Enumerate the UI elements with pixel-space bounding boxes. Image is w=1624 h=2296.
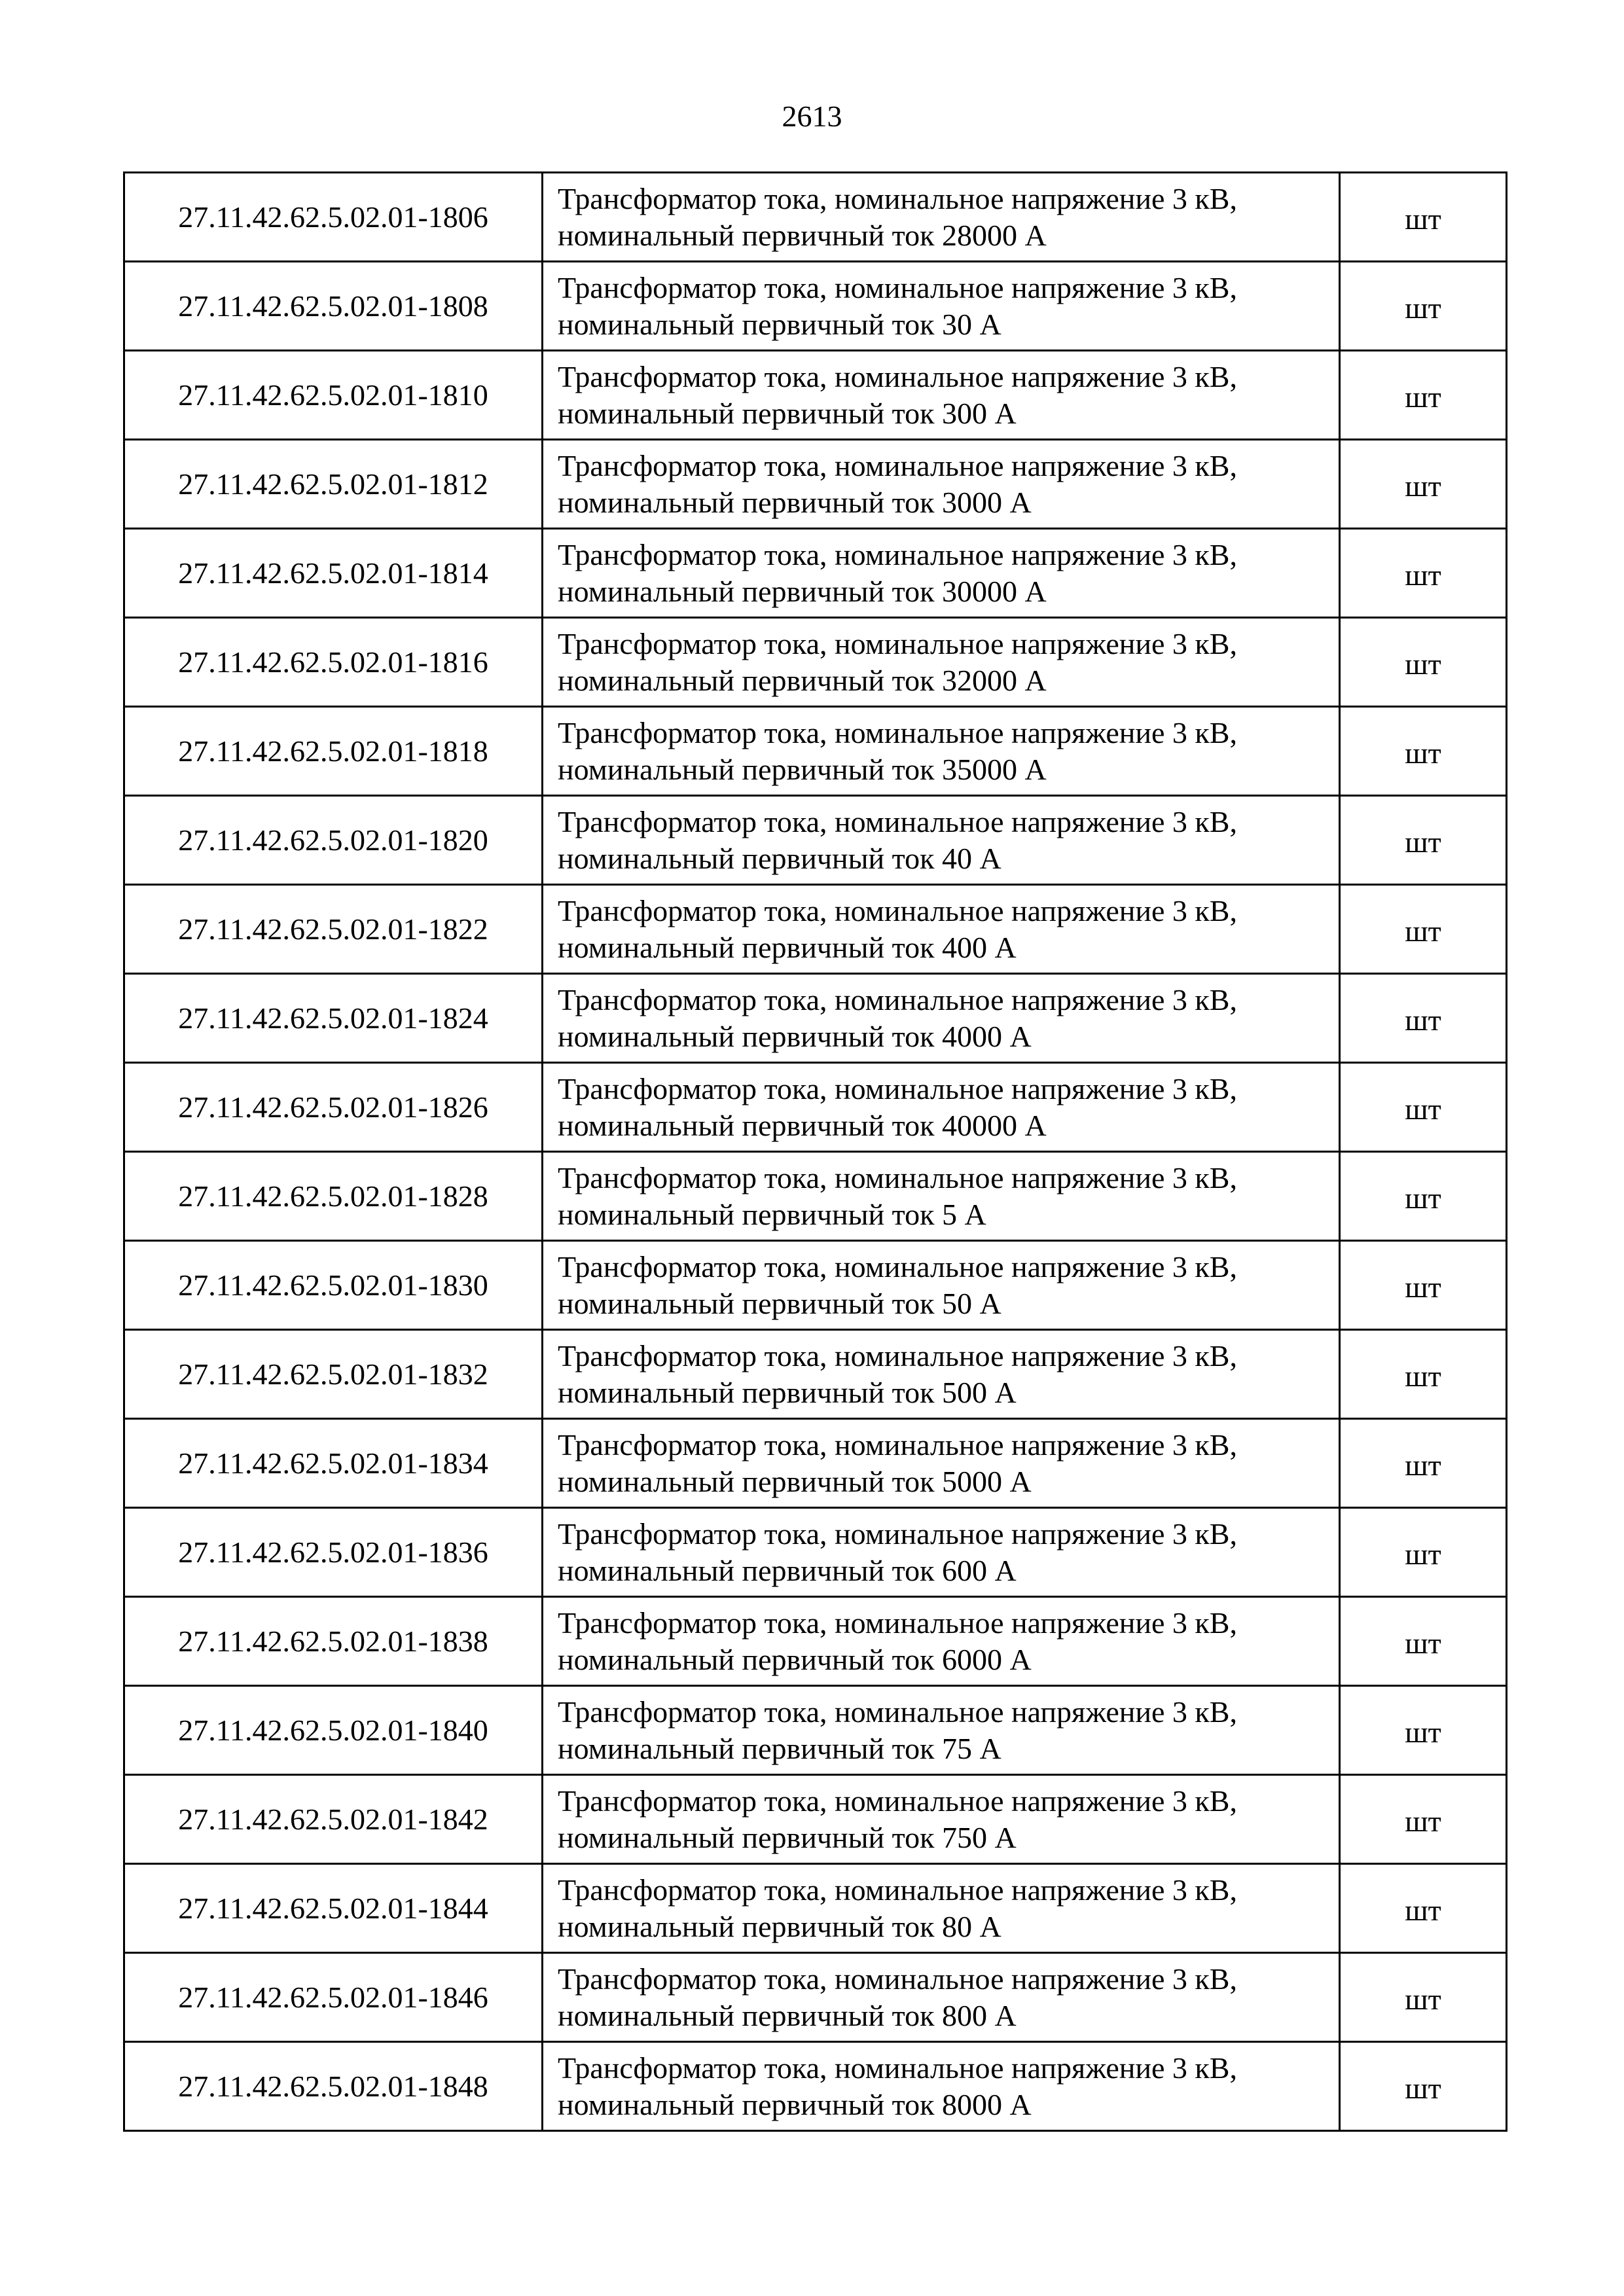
table-row — [124, 440, 1507, 529]
item-description — [543, 1152, 1340, 1241]
item-unit: шт — [1340, 885, 1507, 974]
item-description — [543, 1330, 1340, 1419]
item-code: 27.11.42.62.5.02.01-1842 — [124, 1775, 543, 1864]
items-table — [123, 171, 1507, 2132]
description-line: Трансформатор тока, номинальное напряжение 3 кВ, — [558, 893, 1237, 927]
description-line: номинальный первичный ток 5000 А — [558, 1464, 1032, 1498]
description-line: Трансформатор тока, номинальное напряжение 3 кВ, — [558, 1873, 1237, 1907]
item-description — [543, 262, 1340, 351]
table-row — [124, 1686, 1507, 1775]
item-unit: шт — [1340, 974, 1507, 1063]
item-code: 27.11.42.62.5.02.01-1838 — [124, 1597, 543, 1686]
table-row — [124, 1775, 1507, 1864]
item-description — [543, 173, 1340, 262]
item-code: 27.11.42.62.5.02.01-1828 — [124, 1152, 543, 1241]
item-code: 27.11.42.62.5.02.01-1812 — [124, 440, 543, 529]
description-line: номинальный первичный ток 30 А — [558, 307, 1001, 341]
description-line: номинальный первичный ток 5 А — [558, 1197, 986, 1231]
item-code: 27.11.42.62.5.02.01-1822 — [124, 885, 543, 974]
item-code: 27.11.42.62.5.02.01-1846 — [124, 1953, 543, 2042]
item-code: 27.11.42.62.5.02.01-1818 — [124, 707, 543, 796]
item-code: 27.11.42.62.5.02.01-1826 — [124, 1063, 543, 1152]
table-row — [124, 885, 1507, 974]
item-unit: шт — [1340, 1241, 1507, 1330]
description-line: Трансформатор тока, номинальное напряжение 3 кВ, — [558, 1605, 1237, 1640]
item-description — [543, 440, 1340, 529]
item-unit: шт — [1340, 1686, 1507, 1775]
item-unit: шт — [1340, 1597, 1507, 1686]
description-line: Трансформатор тока, номинальное напряжение 3 кВ, — [558, 715, 1237, 749]
item-code: 27.11.42.62.5.02.01-1844 — [124, 1864, 543, 1953]
table-row — [124, 1330, 1507, 1419]
table-row — [124, 1953, 1507, 2042]
item-description — [543, 618, 1340, 707]
description-line: Трансформатор тока, номинальное напряжение 3 кВ, — [558, 1071, 1237, 1105]
description-line: номинальный первичный ток 500 А — [558, 1375, 1017, 1409]
description-line: номинальный первичный ток 300 А — [558, 396, 1017, 430]
item-description — [543, 1063, 1340, 1152]
description-line: номинальный первичный ток 3000 А — [558, 485, 1032, 519]
item-unit: шт — [1340, 173, 1507, 262]
table-row — [124, 974, 1507, 1063]
description-line: номинальный первичный ток 750 А — [558, 1820, 1017, 1854]
item-unit: шт — [1340, 1953, 1507, 2042]
description-line: номинальный первичный ток 30000 А — [558, 574, 1047, 608]
description-line: номинальный первичный ток 40 А — [558, 841, 1001, 875]
item-code: 27.11.42.62.5.02.01-1814 — [124, 529, 543, 618]
page-number: 2613 — [782, 99, 842, 133]
table-row — [124, 1152, 1507, 1241]
table-row — [124, 707, 1507, 796]
item-code: 27.11.42.62.5.02.01-1848 — [124, 2042, 543, 2131]
description-line: Трансформатор тока, номинальное напряжение 3 кВ, — [558, 2051, 1237, 2085]
description-line: номинальный первичный ток 32000 А — [558, 663, 1047, 697]
description-line: Трансформатор тока, номинальное напряжение 3 кВ, — [558, 804, 1237, 838]
description-line: Трансформатор тока, номинальное напряжение 3 кВ, — [558, 1249, 1237, 1283]
item-description — [543, 351, 1340, 440]
item-description — [543, 1241, 1340, 1330]
description-line: номинальный первичный ток 50 А — [558, 1286, 1001, 1320]
item-unit: шт — [1340, 262, 1507, 351]
item-unit: шт — [1340, 1864, 1507, 1953]
description-line: номинальный первичный ток 80 А — [558, 1909, 1001, 1943]
description-line: Трансформатор тока, номинальное напряжение 3 кВ, — [558, 1784, 1237, 1818]
item-unit: шт — [1340, 1063, 1507, 1152]
item-unit: шт — [1340, 2042, 1507, 2131]
item-description — [543, 707, 1340, 796]
item-code: 27.11.42.62.5.02.01-1840 — [124, 1686, 543, 1775]
item-description — [543, 885, 1340, 974]
description-line: номинальный первичный ток 40000 А — [558, 1108, 1047, 1142]
item-unit: шт — [1340, 707, 1507, 796]
item-code: 27.11.42.62.5.02.01-1816 — [124, 618, 543, 707]
item-description — [543, 1864, 1340, 1953]
item-code: 27.11.42.62.5.02.01-1836 — [124, 1508, 543, 1597]
item-unit: шт — [1340, 1330, 1507, 1419]
description-line: Трансформатор тока, номинальное напряжение 3 кВ, — [558, 181, 1237, 215]
description-line: номинальный первичный ток 6000 А — [558, 1642, 1032, 1676]
description-line: Трансформатор тока, номинальное напряжение 3 кВ, — [558, 1516, 1237, 1551]
description-line: Трансформатор тока, номинальное напряжение 3 кВ, — [558, 1338, 1237, 1372]
item-unit: шт — [1340, 1152, 1507, 1241]
description-line: Трансформатор тока, номинальное напряжение 3 кВ, — [558, 1962, 1237, 1996]
table-row — [124, 1419, 1507, 1508]
item-description — [543, 796, 1340, 885]
description-line: номинальный первичный ток 4000 А — [558, 1019, 1032, 1053]
item-unit: шт — [1340, 1419, 1507, 1508]
table-row — [124, 1508, 1507, 1597]
description-line: номинальный первичный ток 8000 А — [558, 2087, 1032, 2121]
table-row — [124, 618, 1507, 707]
item-unit: шт — [1340, 529, 1507, 618]
description-line: номинальный первичный ток 28000 А — [558, 218, 1047, 252]
item-code: 27.11.42.62.5.02.01-1806 — [124, 173, 543, 262]
item-code: 27.11.42.62.5.02.01-1830 — [124, 1241, 543, 1330]
description-line: Трансформатор тока, номинальное напряжение 3 кВ, — [558, 448, 1237, 482]
description-line: Трансформатор тока, номинальное напряжение 3 кВ, — [558, 1695, 1237, 1729]
table-row — [124, 1063, 1507, 1152]
table-row — [124, 1864, 1507, 1953]
description-line: номинальный первичный ток 75 А — [558, 1731, 1001, 1765]
description-line: Трансформатор тока, номинальное напряжение 3 кВ, — [558, 1160, 1237, 1194]
item-description — [543, 1419, 1340, 1508]
description-line: Трансформатор тока, номинальное напряжение 3 кВ, — [558, 1427, 1237, 1462]
items-table-body — [124, 173, 1507, 2131]
description-line: Трансформатор тока, номинальное напряжение 3 кВ, — [558, 982, 1237, 1016]
table-row — [124, 351, 1507, 440]
item-description — [543, 1953, 1340, 2042]
description-line: номинальный первичный ток 800 А — [558, 1998, 1017, 2032]
item-unit: шт — [1340, 796, 1507, 885]
item-unit: шт — [1340, 351, 1507, 440]
item-code: 27.11.42.62.5.02.01-1810 — [124, 351, 543, 440]
item-code: 27.11.42.62.5.02.01-1832 — [124, 1330, 543, 1419]
table-row — [124, 1241, 1507, 1330]
description-line: Трансформатор тока, номинальное напряжение 3 кВ, — [558, 537, 1237, 571]
table-row — [124, 1597, 1507, 1686]
item-description — [543, 529, 1340, 618]
item-code: 27.11.42.62.5.02.01-1834 — [124, 1419, 543, 1508]
description-line: номинальный первичный ток 400 А — [558, 930, 1017, 964]
description-line: номинальный первичный ток 35000 А — [558, 752, 1047, 786]
description-line: Трансформатор тока, номинальное напряжение 3 кВ, — [558, 359, 1237, 393]
table-row — [124, 529, 1507, 618]
item-description — [543, 1686, 1340, 1775]
item-unit: шт — [1340, 618, 1507, 707]
table-row — [124, 2042, 1507, 2131]
table-row — [124, 173, 1507, 262]
item-unit: шт — [1340, 1508, 1507, 1597]
table-row — [124, 262, 1507, 351]
item-description — [543, 1775, 1340, 1864]
item-description — [543, 974, 1340, 1063]
description-line: Трансформатор тока, номинальное напряжение 3 кВ, — [558, 270, 1237, 304]
item-description — [543, 1597, 1340, 1686]
item-description — [543, 1508, 1340, 1597]
item-unit: шт — [1340, 440, 1507, 529]
description-line: Трансформатор тока, номинальное напряжение 3 кВ, — [558, 626, 1237, 660]
description-line: номинальный первичный ток 600 А — [558, 1553, 1017, 1587]
item-unit: шт — [1340, 1775, 1507, 1864]
item-code: 27.11.42.62.5.02.01-1808 — [124, 262, 543, 351]
table-row — [124, 796, 1507, 885]
item-description — [543, 2042, 1340, 2131]
item-code: 27.11.42.62.5.02.01-1824 — [124, 974, 543, 1063]
item-code: 27.11.42.62.5.02.01-1820 — [124, 796, 543, 885]
